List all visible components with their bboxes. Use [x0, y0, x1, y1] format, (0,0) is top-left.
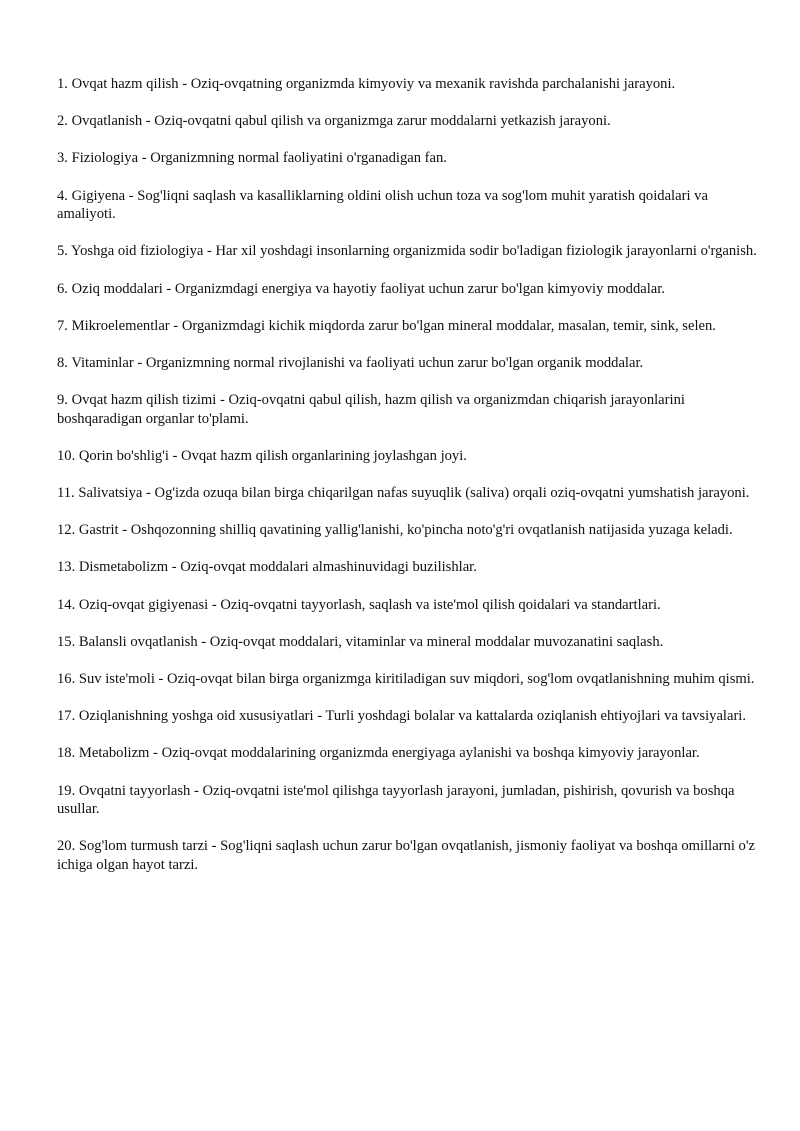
glossary-entry-2: 2. Ovqatlanish - Oziq-ovqatni qabul qilish va organizmga zarur moddalarni yetkazish jarayoni. — [57, 113, 611, 130]
glossary-entry-9: 9. Ovqat hazm qilish tizimi - Oziq-ovqatni qabul qilish, hazm qilish va organizmdan chiqarish jarayonlarini boshqaradigan organlar to'plami. — [57, 392, 685, 427]
glossary-entry-11: 11. Salivatsiya - Og'izda ozuqa bilan birga chiqarilgan nafas suyuqlik (saliva) orqali oziq-ovqatni yumshatish jarayoni. — [57, 485, 750, 502]
glossary-entry-19: 19. Ovqatni tayyorlash - Oziq-ovqatni iste'mol qilishga tayyorlash jarayoni, jumladan, pishirish, qovurish va boshqa usullar. — [57, 782, 735, 818]
glossary-entry-10: 10. Qorin bo'shlig'i - Ovqat hazm qilish organlarining joylashgan joyi. — [57, 447, 467, 464]
glossary-entry-16: 16. Suv iste'moli - Oziq-ovqat bilan birga organizmga kiritiladigan suv miqdori, sog'lom ovqatlanishning muhim qismi. — [57, 671, 755, 687]
glossary-entry-6: 6. Oziq moddalari - Organizmdagi energiya va hayotiy faoliyat uchun zarur bo'lgan kimyoviy moddalar. — [57, 280, 665, 297]
glossary-entry-4: 4. Gigiyena - Sog'liqni saqlash va kasalliklarning oldini olish uchun toza va sog'lom muhit yaratish qoidalari va amaliyoti. — [57, 187, 708, 223]
glossary-entry-7: 7. Mikroelementlar - Organizmdagi kichik miqdorda zarur bo'lgan mineral moddalar, masalan, temir, sink, selen. — [57, 317, 716, 334]
glossary-entry-13: 13. Dismetabolizm - Oziq-ovqat moddalari almashinuvidagi buzilishlar. — [57, 559, 477, 576]
glossary-entry-17: 17. Oziqlanishning yoshga oid xususiyatlari - Turli yoshdagi bolalar va kattalarda oziqlanish ehtiyojlari va tavsiyalari. — [57, 708, 747, 725]
glossary-entry-3: 3. Fiziologiya - Organizmning normal faoliyatini o'rganadigan fan. — [57, 150, 447, 167]
glossary-entry-1: 1. Ovqat hazm qilish - Oziq-ovqatning organizmda kimyoviy va mexanik ravishda parchalanishi jarayoni. — [57, 76, 676, 92]
glossary-entry-12: 12. Gastrit - Oshqozonning shilliq qavatining yallig'lanishi, ko'pincha noto'g'ri ovqatlanish natijasida yuzaga keladi. — [57, 522, 733, 539]
glossary-entry-8: 8. Vitaminlar - Organizmning normal rivojlanishi va faoliyati uchun zarur bo'lgan organik moddalar. — [57, 354, 644, 371]
glossary-entry-15: 15. Balansli ovqatlanish - Oziq-ovqat moddalari, vitaminlar va mineral moddalar muvozanatini saqlash. — [57, 633, 664, 650]
glossary-entry-5: 5. Yoshga oid fiziologiya - Har xil yoshdagi insonlarning organizmida sodir bo'ladigan fiziologik jarayonlarni o'rganish. — [57, 243, 757, 260]
glossary-entry-20: 20. Sog'lom turmush tarzi - Sog'liqni saqlash uchun zarur bo'lgan ovqatlanish, jismoniy faoliyat va boshqa omillarni o'z ichiga olgan hayot tarzi. — [57, 838, 755, 873]
glossary-list — [57, 75, 763, 893]
glossary-entry-14: 14. Oziq-ovqat gigiyenasi - Oziq-ovqatni tayyorlash, saqlash va iste'mol qilish qoidalari va standartlari. — [57, 596, 661, 613]
glossary-entry-18: 18. Metabolizm - Oziq-ovqat moddalarining organizmda energiyaga aylanishi va boshqa kimyoviy jarayonlar. — [57, 745, 700, 762]
